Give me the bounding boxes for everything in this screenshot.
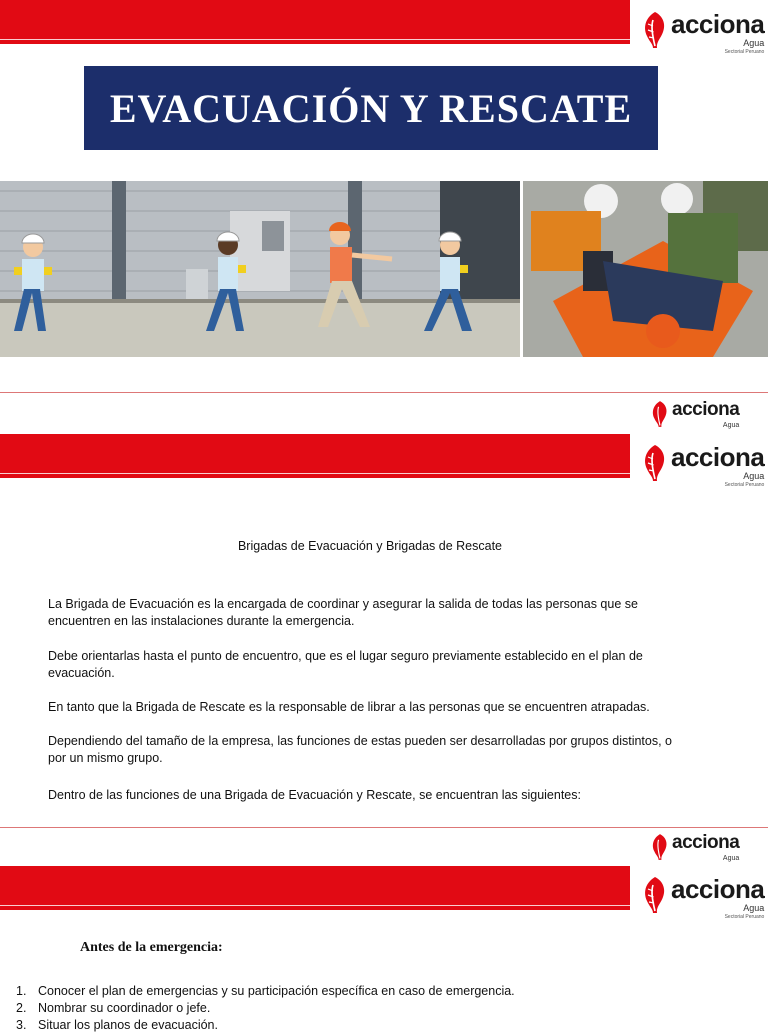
acciona-logo bbox=[641, 875, 764, 921]
brand-tagline: Sectorial Peruano bbox=[724, 49, 765, 55]
task-list bbox=[16, 983, 515, 1034]
paragraph: Dependiendo del tamaño de la empresa, las funciones de estas pueden ser desarrolladas por grupos distintos, o por un mismo grupo. bbox=[48, 734, 673, 765]
page-title: EVACUACIÓN Y RESCATE bbox=[109, 85, 633, 131]
brand-sub: Agua bbox=[743, 471, 765, 481]
leaf-icon bbox=[650, 832, 670, 862]
header-red-bar bbox=[0, 434, 630, 478]
leaf-icon bbox=[641, 10, 669, 50]
brand-sub: Agua bbox=[722, 855, 740, 862]
leaf-icon bbox=[650, 399, 670, 429]
evacuation-illustration bbox=[0, 181, 520, 357]
list-item: 3. Situar los planos de evacuación. bbox=[16, 1018, 218, 1032]
leaf-icon bbox=[641, 443, 669, 483]
rescue-photo bbox=[523, 181, 768, 357]
header-red-bar bbox=[0, 866, 630, 910]
slide-before-emergency bbox=[0, 828, 768, 1032]
paragraph: En tanto que la Brigada de Rescate es la responsable de librar a las personas que se encuentren atrapadas. bbox=[48, 700, 650, 714]
slide-title bbox=[0, 0, 768, 392]
brand-name: acciona bbox=[672, 399, 740, 420]
paragraph: Debe orientarlas hasta el punto de encuentro, que es el lugar seguro previamente establecido en el plan de evacuación. bbox=[48, 649, 643, 680]
brand-name: acciona bbox=[672, 832, 740, 853]
paragraph: La Brigada de Evacuación es la encargada de coordinar y asegurar la salida de todas las personas que se encuentren en las instalaciones durante la emergencia. bbox=[48, 597, 638, 628]
slide-brigades bbox=[0, 393, 768, 827]
header-red-bar bbox=[0, 0, 630, 44]
list-item: 2. Nombrar su coordinador o jefe. bbox=[16, 1001, 211, 1015]
brand-sub: Agua bbox=[722, 422, 740, 429]
subheading: Antes de la emergencia: bbox=[80, 940, 223, 955]
list-item: 1. Conocer el plan de emergencias y su participación específica en caso de emergencia. bbox=[16, 984, 515, 998]
leaf-icon bbox=[641, 875, 669, 915]
brand-sub: Agua bbox=[743, 903, 765, 913]
paragraph: Dentro de las funciones de una Brigada de Evacuación y Rescate, se encuentran las siguientes: bbox=[48, 788, 581, 802]
acciona-logo bbox=[641, 443, 764, 489]
brand-name: acciona bbox=[671, 442, 765, 472]
brand-tagline: Sectorial Peruano bbox=[724, 482, 765, 488]
brand-name: acciona bbox=[671, 9, 765, 39]
acciona-logo bbox=[641, 10, 764, 56]
title-banner bbox=[84, 66, 658, 150]
brand-tagline: Sectorial Peruano bbox=[724, 914, 765, 920]
brand-name: acciona bbox=[671, 874, 765, 904]
acciona-logo-small bbox=[650, 399, 739, 431]
brand-sub: Agua bbox=[743, 38, 765, 48]
section-heading: Brigadas de Evacuación y Brigadas de Rescate bbox=[237, 539, 503, 553]
acciona-logo-small bbox=[650, 832, 739, 864]
